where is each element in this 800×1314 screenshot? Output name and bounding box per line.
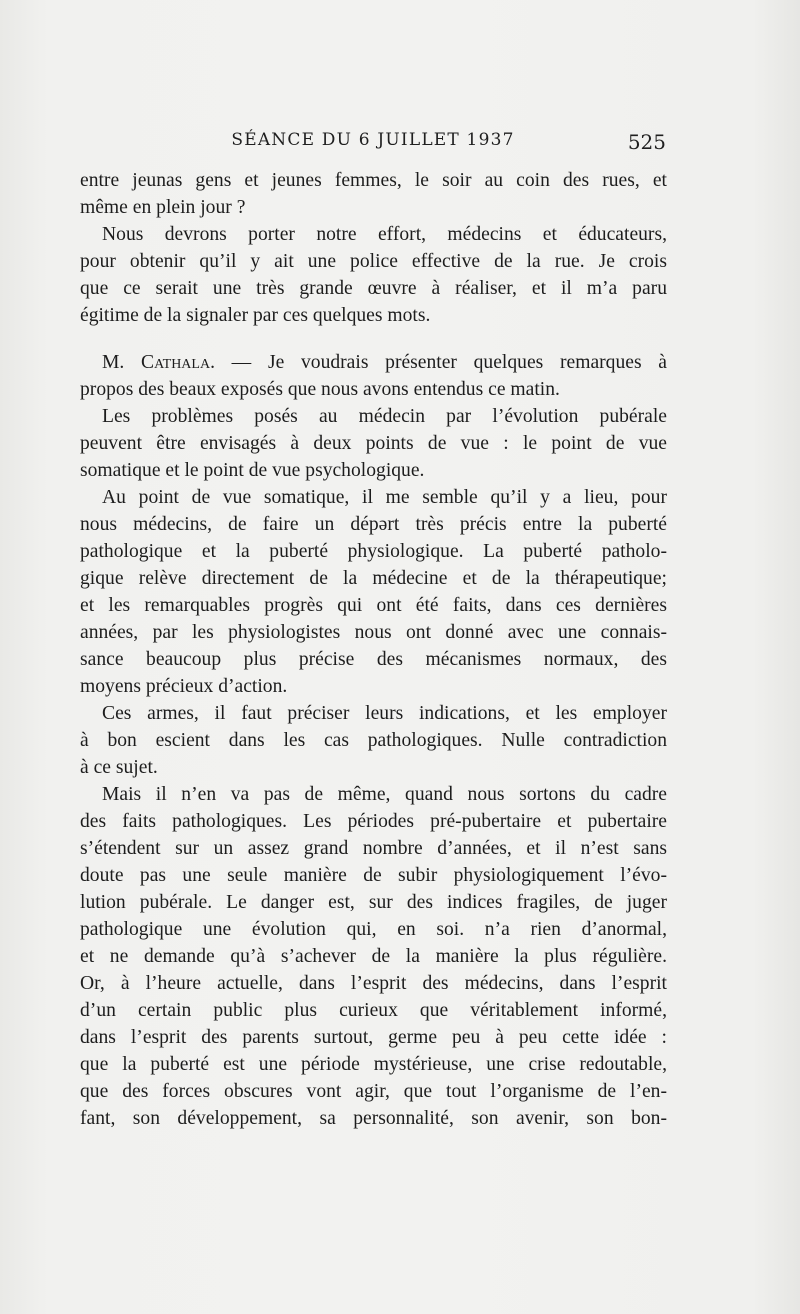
body-text — [80, 167, 667, 1132]
page-number: 525 — [627, 130, 666, 154]
text-line: pathologique et la puberté physiologique. La puberté patholo- — [80, 541, 667, 562]
text-line: Au point de vue somatique, il me semble qu’il y a lieu, pour — [102, 487, 667, 508]
text-line: lution pubérale. Le danger est, sur des indices fragiles, de juger — [80, 892, 667, 913]
text-line: années, par les physiologistes nous ont donné avec une connais- — [80, 622, 667, 643]
paragraph — [80, 221, 667, 329]
running-head: SÉANCE DU 6 JUILLET 1937 — [231, 130, 515, 150]
paragraph — [80, 167, 667, 221]
text-line: Or, à l’heure actuelle, dans l’esprit des médecins, dans l’esprit — [80, 973, 667, 994]
text-line: pathologique une évolution qui, en soi. n’a rien d’anormal, — [80, 919, 667, 940]
text-line: que des forces obscures vont agir, que tout l’organisme de l’en- — [80, 1081, 667, 1102]
speaker-name: Cathala — [141, 352, 211, 373]
speaker-text: . — Je voudrais présenter quelques remarques à — [210, 352, 667, 373]
paragraph — [80, 349, 667, 403]
text-line: sance beaucoup plus précise des mécanismes normaux, des — [80, 649, 667, 670]
text-line: nous médecins, de faire un dépərt très précis entre la puberté — [80, 514, 667, 535]
paragraph-gap — [80, 329, 667, 349]
paragraph — [80, 700, 667, 781]
text-line — [80, 349, 667, 376]
text-line: des faits pathologiques. Les périodes pré-pubertaire et pubertaire — [80, 811, 667, 832]
text-line: moyens précieux d’action. — [80, 676, 288, 697]
text-line: Nous devrons porter notre effort, médecins et éducateurs, — [102, 224, 667, 245]
text-line: et ne demande qu’à s’achever de la manière la plus régulière. — [80, 946, 667, 967]
text-line: Ces armes, il faut préciser leurs indications, et les employer — [102, 703, 667, 724]
text-line: peuvent être envisagés à deux points de vue : le point de vue — [80, 433, 667, 454]
text-line: et les remarquables progrès qui ont été faits, dans ces dernières — [80, 595, 667, 616]
text-line: gique relève directement de la médecine et de la thérapeutique; — [80, 568, 667, 589]
text-line: d’un certain public plus curieux que véritablement informé, — [80, 1000, 667, 1021]
text-line: entre jeunas gens et jeunes femmes, le soir au coin des rues, et — [80, 170, 667, 191]
text-line: propos des beaux exposés que nous avons entendus ce matin. — [80, 379, 560, 400]
text-line: somatique et le point de vue psychologique. — [80, 460, 425, 481]
text-line: Mais il n’en va pas de même, quand nous sortons du cadre — [102, 784, 667, 805]
text-line: pour obtenir qu’il y ait une police effective de la rue. Je crois — [80, 251, 667, 272]
page-header — [80, 130, 666, 160]
text-line: égitime de la signaler par ces quelques mots. — [80, 305, 431, 326]
text-line: s’étendent sur un assez grand nombre d’années, et il n’est sans — [80, 838, 667, 859]
text-line: que ce serait une très grande œuvre à réaliser, et il m’a paru — [80, 278, 667, 299]
paragraph — [80, 781, 667, 1132]
speaker-prefix: M. — [102, 352, 142, 373]
text-line: Les problèmes posés au médecin par l’évolution pubérale — [102, 406, 667, 427]
paragraph — [80, 403, 667, 484]
text-line: à bon escient dans les cas pathologiques. Nulle contradiction — [80, 730, 667, 751]
text-line: doute pas une seule manière de subir physiologiquement l’évo- — [80, 865, 667, 886]
text-line: à ce sujet. — [80, 757, 158, 778]
text-line: que la puberté est une période mystérieuse, une crise redoutable, — [80, 1054, 667, 1075]
text-line: dans l’esprit des parents surtout, germe peu à peu cette idée : — [80, 1027, 667, 1048]
text-line: fant, son développement, sa personnalité, son avenir, son bon- — [80, 1108, 667, 1129]
paragraph — [80, 484, 667, 700]
text-line: même en plein jour ? — [80, 197, 246, 218]
